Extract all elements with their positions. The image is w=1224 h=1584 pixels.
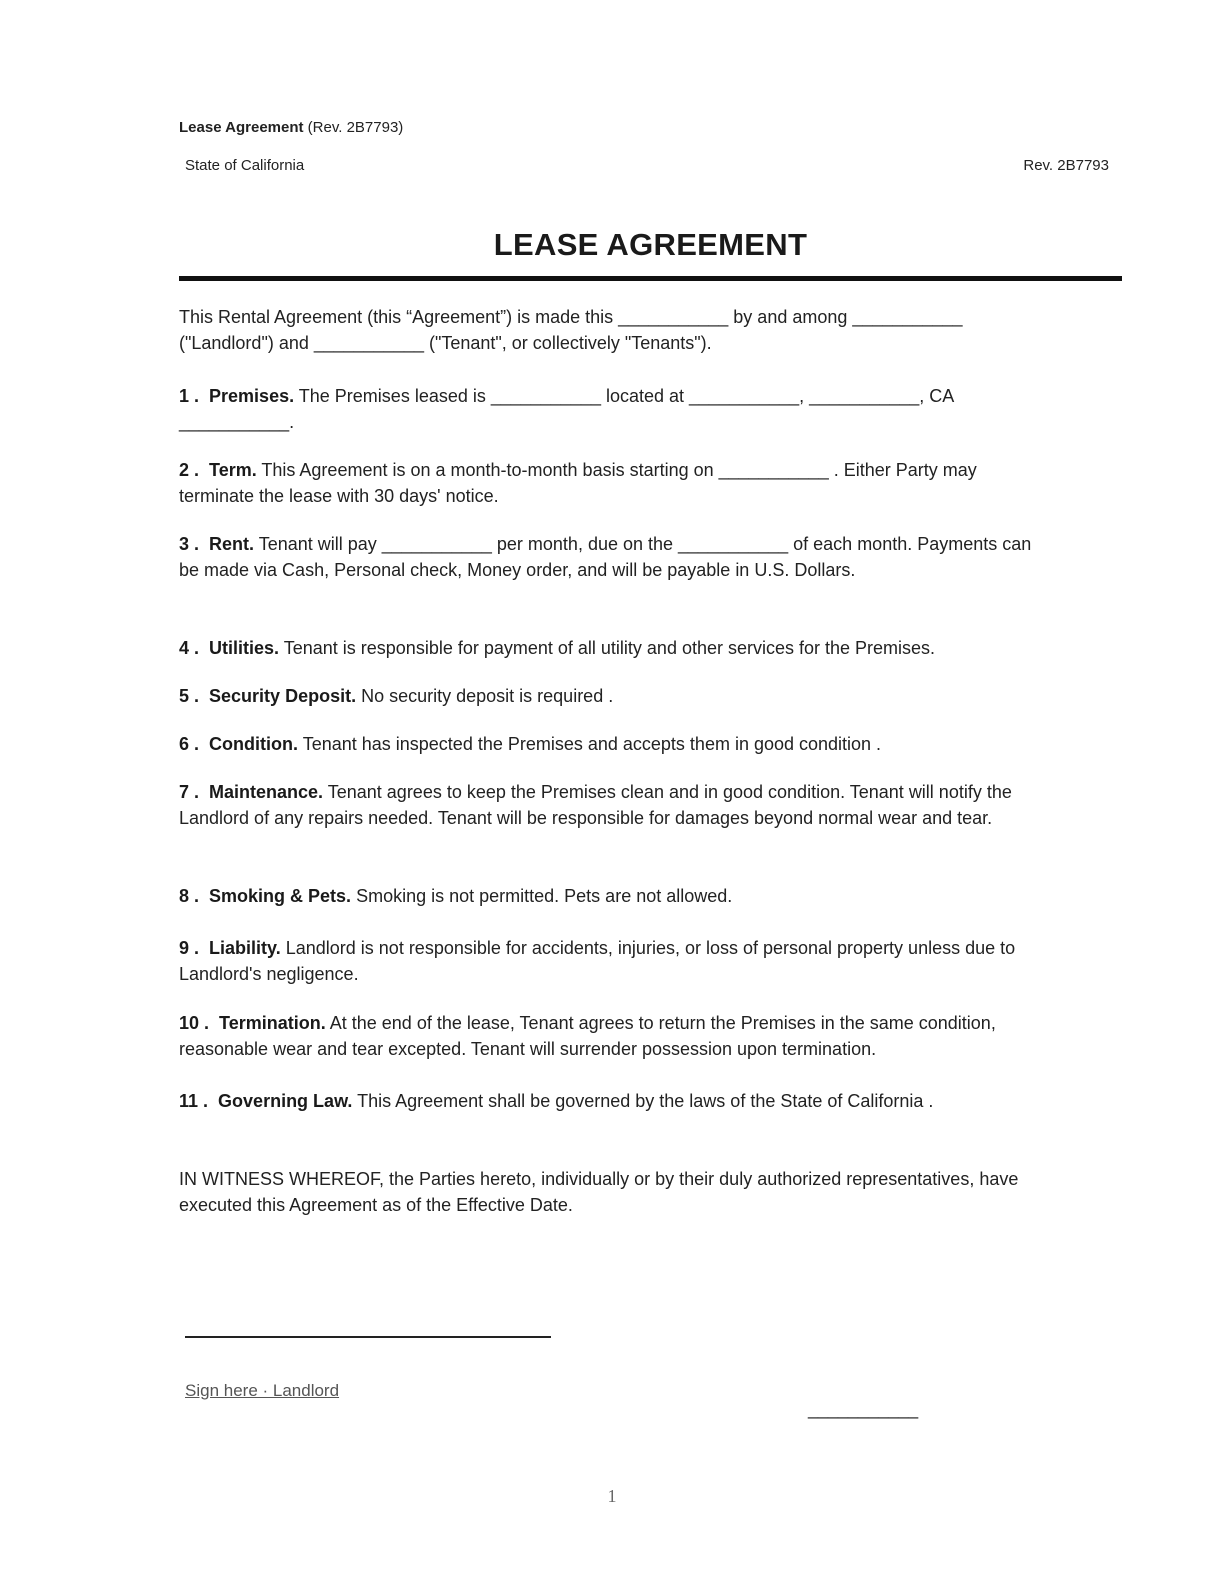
section-termination xyxy=(179,1010,1049,1062)
document-name: Lease Agreement xyxy=(179,119,304,136)
section-text: This Agreement shall be governed by the laws of the State of California . xyxy=(357,1091,934,1111)
page-title: LEASE AGREEMENT xyxy=(493,227,808,262)
document-header xyxy=(179,119,403,136)
section-heading: Premises. xyxy=(209,386,295,406)
section-number: 10 . xyxy=(179,1013,210,1033)
section-heading: Termination. xyxy=(219,1013,326,1033)
section-text: Smoking is not permitted. Pets are not allowed. xyxy=(356,886,733,906)
section-heading: Maintenance. xyxy=(209,782,324,802)
page-number: 1 xyxy=(607,1486,617,1506)
section-heading: Term. xyxy=(209,460,257,480)
intro-paragraph xyxy=(179,304,1049,356)
section-utilities xyxy=(179,635,1049,661)
state-label: State of California xyxy=(185,157,305,174)
section-text: Landlord is not responsible for accidents, injuries, or loss of personal property unless due to Landlord's negligence. xyxy=(179,938,1016,984)
section-text: At the end of the lease, Tenant agrees to return the Premises in the same condition, reasonable wear and tear excepted. Tenant will surrender possession upon termination. xyxy=(179,1013,996,1059)
section-heading: Security Deposit. xyxy=(209,686,357,706)
document-revision: (Rev. 2B7793) xyxy=(307,119,404,136)
section-term xyxy=(179,457,1049,509)
sign-here-link[interactable]: Sign here · Landlord xyxy=(185,1381,340,1400)
intro-line-1: This Rental Agreement (this “Agreement”) is made this ___________ by and among ___________ xyxy=(179,307,963,327)
intro-line-2: ("Landlord") and ___________ ("Tenant", or collectively "Tenants"). xyxy=(179,333,712,353)
title-divider xyxy=(179,276,1122,281)
section-premises xyxy=(179,383,1049,435)
section-text: Tenant has inspected the Premises and accepts them in good condition . xyxy=(302,734,882,754)
section-liability xyxy=(179,935,1049,987)
section-smoking-pets xyxy=(179,883,1049,909)
section-text: Tenant agrees to keep the Premises clean and in good condition. Tenant will notify the Landlord of any repairs needed. Tenant will be responsible for damages beyond normal wear and tear. xyxy=(179,782,1012,828)
section-number: 9 . xyxy=(179,938,200,958)
section-maintenance xyxy=(179,779,1049,831)
revision-label: Rev. 2B7793 xyxy=(1023,157,1109,174)
section-heading: Smoking & Pets. xyxy=(209,886,352,906)
section-text: Tenant is responsible for payment of all utility and other services for the Premises. xyxy=(283,638,936,658)
signature-line[interactable] xyxy=(185,1336,551,1338)
section-number: 4 . xyxy=(179,638,200,658)
section-governing-law xyxy=(179,1088,1049,1114)
section-text: This Agreement is on a month-to-month basis starting on ___________ . Either Party may terminate the lease with 30 days' notice. xyxy=(179,460,977,506)
section-number: 8 . xyxy=(179,886,200,906)
witness-paragraph: IN WITNESS WHEREOF, the Parties hereto, individually or by their duly authorized representatives, have executed this Agreement as of the Effective Date. xyxy=(179,1169,1019,1215)
date-blank[interactable]: ___________ xyxy=(808,1399,919,1419)
section-number: 2 . xyxy=(179,460,200,480)
section-number: 1 . xyxy=(179,386,200,406)
section-number: 11 . xyxy=(179,1091,209,1111)
section-heading: Rent. xyxy=(209,534,255,554)
section-text: Tenant will pay ___________ per month, due on the ___________ of each month. Payments can be made via Cash, Personal check, Money order, and will be payable in U.S. Dollars. xyxy=(179,534,1032,580)
section-number: 7 . xyxy=(179,782,200,802)
section-number: 5 . xyxy=(179,686,200,706)
section-heading: Condition. xyxy=(209,734,299,754)
section-heading: Utilities. xyxy=(209,638,280,658)
section-heading: Liability. xyxy=(209,938,281,958)
section-heading: Governing Law. xyxy=(218,1091,353,1111)
section-number: 6 . xyxy=(179,734,200,754)
section-condition xyxy=(179,731,1049,757)
section-rent xyxy=(179,531,1049,583)
section-security-deposit xyxy=(179,683,1049,709)
section-number: 3 . xyxy=(179,534,200,554)
section-text: No security deposit is required . xyxy=(361,686,614,706)
section-text: The Premises leased is ___________ located at ___________, ___________, CA ___________. xyxy=(179,386,954,432)
